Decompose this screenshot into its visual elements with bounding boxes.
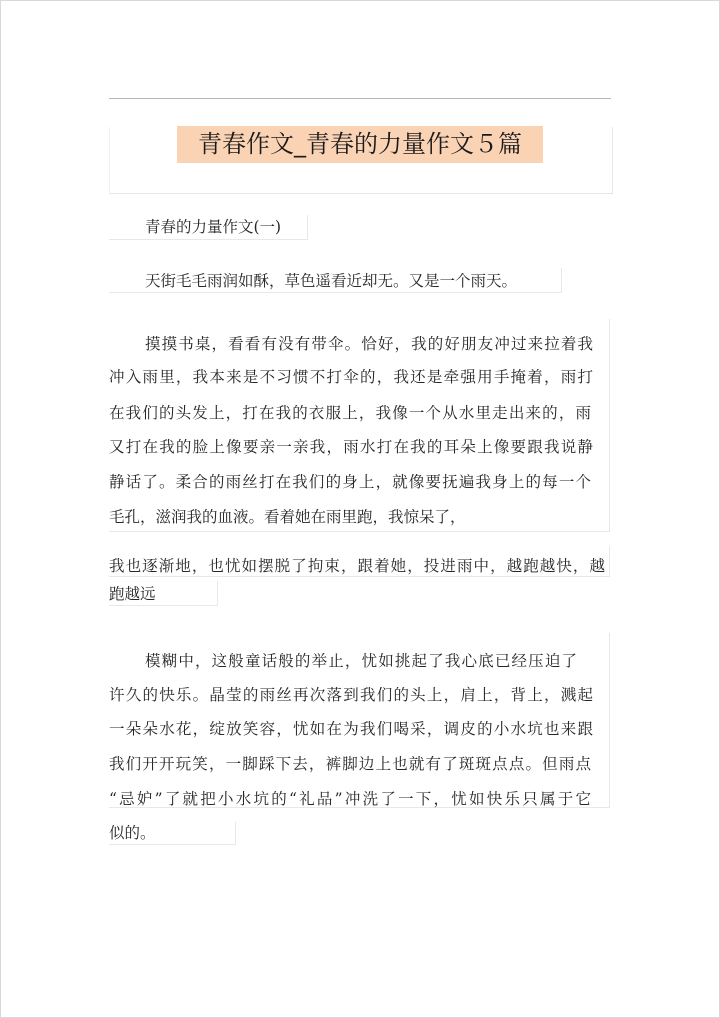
- header-rule: [109, 98, 611, 99]
- paragraph-line: 一朵朵水花，绽放笑容，忧如在为我们喝采，调皮的小水坑也来跟: [109, 720, 593, 738]
- paragraph-line: 静话了。柔合的雨丝打在我们的身上，就像要抚遍我身上的每一个: [109, 473, 591, 491]
- paragraph-line: 摸摸书桌，看看有没有带伞。恰好，我的好朋友冲过来拉着我: [145, 335, 593, 353]
- paragraph-line: 毛孔，滋润我的血液。看着她在雨里跑，我惊呆了，: [109, 508, 466, 526]
- paragraph-line: 又打在我的脸上像要亲一亲我，雨水打在我的耳朵上像要跟我说静: [109, 438, 593, 456]
- paragraph-line: 我也逐渐地，也忧如摆脱了拘束，跟着她，投进雨中，越跑越快，越: [109, 557, 605, 575]
- paragraph-line: 我们开开玩笑，一脚踩下去，裤脚边上也就有了斑斑点点。但雨点: [109, 755, 591, 773]
- paragraph-line: 似的。: [109, 824, 156, 842]
- paragraph-line: 冲入雨里，我本来是不习惯不打伞的，我还是牵强用手掩着，雨打: [109, 368, 593, 386]
- paragraph-line: “忌妒”了就把小水坑的“礼品”冲洗了一下，忧如快乐只属于它: [109, 790, 591, 808]
- paragraph-line: 模糊中，这般童话般的举止，忧如挑起了我心底已经压迫了: [145, 652, 577, 670]
- paragraph-line: 天街毛毛雨润如酥，草色遥看近却无。又是一个雨天。: [145, 272, 518, 290]
- paragraph-line: 跑越远: [109, 585, 156, 603]
- document-title: 青春作文_青春的力量作文５篇: [177, 126, 543, 163]
- section-heading: 青春的力量作文(一): [145, 218, 282, 236]
- paragraph-line: 许久的快乐。晶莹的雨丝再次落到我们的头上，肩上，背上，溅起: [109, 686, 593, 704]
- paragraph-line: 在我们的头发上，打在我的衣服上，我像一个从水里走出来的，雨: [109, 404, 591, 422]
